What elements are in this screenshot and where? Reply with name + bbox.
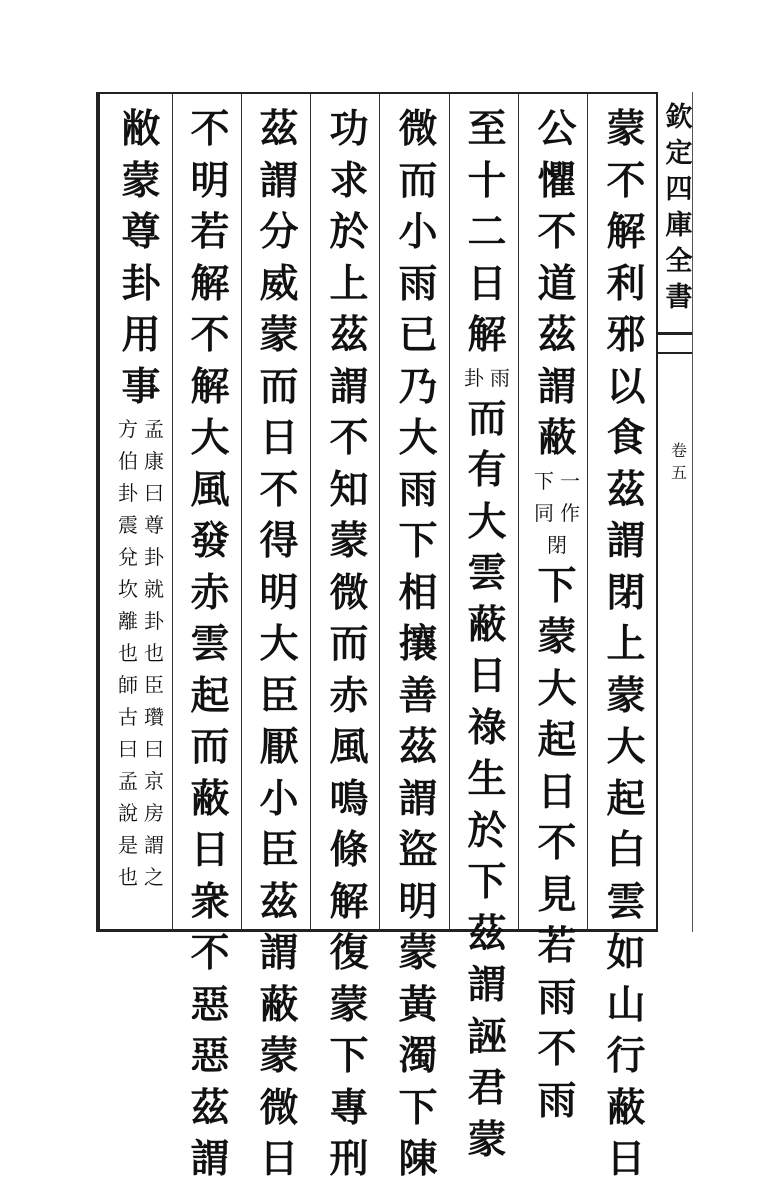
character: 下	[329, 1033, 369, 1079]
character: 道	[537, 260, 577, 307]
character: 雲	[190, 621, 230, 667]
character: 不	[606, 157, 646, 204]
note-character: 之	[144, 865, 164, 889]
character: 雲	[606, 878, 646, 925]
character: 鳴	[329, 775, 369, 822]
character: 敝	[121, 106, 161, 152]
character: 謂	[329, 363, 369, 410]
character: 謂	[398, 775, 438, 822]
character: 不	[537, 1026, 577, 1072]
character: 日	[259, 415, 299, 461]
character: 茲	[537, 312, 577, 358]
volume-number: 卷五	[670, 441, 687, 482]
character: 若	[537, 923, 577, 969]
character: 大	[537, 665, 577, 712]
character: 復	[329, 930, 369, 976]
annotation-note	[531, 465, 583, 529]
character: 利	[606, 260, 646, 307]
character: 日	[259, 1136, 299, 1182]
character: 大	[190, 415, 230, 461]
character: 有	[467, 447, 507, 493]
character: 黃	[398, 981, 438, 1028]
column-rule	[587, 94, 588, 930]
character: 風	[329, 724, 369, 770]
character: 微	[398, 106, 438, 152]
character: 上	[329, 260, 369, 307]
character: 明	[259, 569, 299, 616]
character: 茲	[467, 910, 507, 957]
character: 臣	[259, 827, 299, 873]
character: 而	[329, 621, 369, 667]
character: 雨	[398, 466, 438, 513]
character: 茲	[259, 106, 299, 152]
character: 不	[190, 930, 230, 976]
character: 茲	[259, 878, 299, 925]
note-character: 孟	[118, 769, 138, 793]
character: 惡	[190, 1033, 230, 1079]
character: 蒙	[329, 981, 369, 1028]
character: 威	[259, 260, 299, 307]
character: 用	[121, 312, 161, 358]
note-character: 一	[560, 468, 580, 493]
character: 茲	[190, 1084, 230, 1131]
character: 濁	[398, 1033, 438, 1079]
character: 不	[190, 312, 230, 358]
note-column	[115, 413, 141, 893]
note-character: 臣	[144, 673, 164, 697]
character: 公	[537, 106, 577, 152]
character: 日	[190, 827, 230, 873]
character: 懼	[537, 157, 577, 204]
column-rule	[379, 94, 380, 930]
character: 蒙	[259, 1033, 299, 1079]
note-character: 說	[118, 801, 138, 825]
column-rule	[172, 94, 173, 930]
character: 惡	[190, 981, 230, 1028]
character: 不	[537, 209, 577, 255]
column-rule	[241, 94, 242, 930]
character: 日	[467, 260, 507, 307]
character: 雨	[398, 260, 438, 307]
character: 陳	[398, 1136, 438, 1182]
character: 日	[606, 1136, 646, 1182]
character: 起	[190, 672, 230, 719]
character: 已	[398, 312, 438, 358]
character: 如	[606, 930, 646, 976]
note-character: 謂	[144, 833, 164, 857]
character: 解	[190, 363, 230, 410]
annotation-note	[531, 529, 583, 561]
character: 蒙	[121, 157, 161, 204]
character: 功	[329, 106, 369, 152]
note-character: 曰	[118, 737, 138, 761]
character: 邪	[606, 312, 646, 358]
note-character: 古	[118, 705, 138, 729]
character: 上	[606, 621, 646, 667]
character: 食	[606, 415, 646, 461]
column-rule	[518, 94, 519, 930]
note-character: 雨	[490, 365, 510, 390]
character: 以	[606, 363, 646, 410]
character: 下	[398, 1084, 438, 1131]
character: 謂	[190, 1136, 230, 1182]
character: 山	[606, 981, 646, 1028]
character: 大	[606, 724, 646, 770]
character: 蒙	[537, 614, 577, 660]
text-column	[184, 104, 236, 1186]
character: 而	[467, 395, 507, 442]
character: 蒙	[606, 672, 646, 719]
character: 蔽	[259, 981, 299, 1028]
character: 若	[190, 209, 230, 255]
text-column	[392, 104, 444, 1186]
character: 閉	[606, 569, 646, 616]
character: 不	[259, 466, 299, 513]
character: 於	[329, 209, 369, 255]
character: 而	[190, 724, 230, 770]
character: 誣	[467, 1013, 507, 1060]
annotation-note	[461, 362, 513, 394]
character: 下	[537, 562, 577, 609]
character: 大	[467, 498, 507, 545]
note-character: 兌	[118, 545, 138, 569]
character: 明	[398, 878, 438, 925]
character: 解	[467, 312, 507, 358]
character: 條	[329, 827, 369, 873]
character: 微	[329, 569, 369, 616]
character: 分	[259, 209, 299, 255]
character: 知	[329, 466, 369, 513]
character: 蒙	[398, 930, 438, 976]
character: 解	[606, 209, 646, 255]
column-rule	[449, 94, 450, 930]
character: 相	[398, 569, 438, 616]
character: 茲	[606, 466, 646, 513]
text-column	[115, 104, 167, 893]
text-column	[600, 104, 652, 1186]
note-character: 下	[534, 468, 554, 493]
character: 大	[398, 415, 438, 461]
note-character: 方	[118, 417, 138, 441]
character: 不	[537, 820, 577, 866]
character: 專	[329, 1084, 369, 1131]
note-character: 孟	[144, 417, 164, 441]
character: 起	[537, 717, 577, 763]
character: 謂	[606, 518, 646, 564]
character: 雲	[467, 550, 507, 596]
character: 發	[190, 518, 230, 564]
character: 蔽	[190, 775, 230, 822]
character: 臣	[259, 672, 299, 719]
note-character: 卦	[118, 481, 138, 505]
character: 蒙	[467, 1116, 507, 1163]
note-character: 也	[118, 865, 138, 889]
note-character: 閉	[547, 532, 567, 557]
character: 而	[259, 363, 299, 410]
character: 明	[190, 157, 230, 204]
note-character: 作	[560, 500, 580, 525]
text-column	[461, 104, 513, 1166]
character: 謂	[259, 930, 299, 976]
character: 尊	[121, 209, 161, 255]
character: 攘	[398, 621, 438, 667]
character: 解	[190, 260, 230, 307]
note-column	[487, 362, 513, 394]
note-character: 瓚	[144, 705, 164, 729]
text-column	[253, 104, 305, 1186]
note-character: 就	[144, 577, 164, 601]
note-column	[141, 413, 167, 893]
note-character: 坎	[118, 577, 138, 601]
character: 起	[606, 775, 646, 822]
note-character: 康	[144, 449, 164, 473]
character: 盜	[398, 827, 438, 873]
note-column	[461, 362, 487, 394]
character: 衆	[190, 878, 230, 925]
character: 蒙	[606, 106, 646, 152]
note-character: 也	[144, 641, 164, 665]
character: 見	[537, 871, 577, 918]
column-rule	[310, 94, 311, 930]
character: 求	[329, 157, 369, 204]
note-character: 震	[118, 513, 138, 537]
note-character: 尊	[144, 513, 164, 537]
character: 蒙	[259, 312, 299, 358]
character: 下	[398, 518, 438, 564]
character: 至	[467, 106, 507, 152]
character: 十	[467, 157, 507, 204]
note-character: 卦	[144, 609, 164, 633]
note-column	[531, 465, 557, 529]
character: 蔽	[467, 601, 507, 648]
character: 不	[329, 415, 369, 461]
character: 解	[329, 878, 369, 925]
note-column	[544, 529, 570, 561]
character: 蒙	[329, 518, 369, 564]
note-character: 也	[118, 641, 138, 665]
character: 謂	[259, 157, 299, 204]
character: 厭	[259, 724, 299, 770]
character: 於	[467, 807, 507, 854]
book-title: 欽定四庫全書	[665, 102, 693, 313]
note-character: 伯	[118, 449, 138, 473]
character: 二	[467, 209, 507, 255]
text-column	[531, 104, 583, 1127]
character: 事	[121, 363, 161, 410]
character: 不	[190, 106, 230, 152]
annotation-note	[115, 413, 167, 893]
character: 善	[398, 672, 438, 719]
note-character: 離	[118, 609, 138, 633]
character: 大	[259, 621, 299, 667]
character: 刑	[329, 1136, 369, 1182]
note-character: 師	[118, 673, 138, 697]
character: 謂	[467, 962, 507, 1008]
character: 卦	[121, 260, 161, 307]
character: 生	[467, 756, 507, 802]
note-character: 卦	[144, 545, 164, 569]
character: 風	[190, 466, 230, 513]
character: 得	[259, 518, 299, 564]
character: 雨	[537, 974, 577, 1021]
character: 行	[606, 1033, 646, 1079]
note-character: 曰	[144, 737, 164, 761]
character: 乃	[398, 363, 438, 410]
fishtail-ornament	[658, 332, 692, 354]
note-character: 卦	[464, 365, 484, 390]
character: 祿	[467, 704, 507, 751]
character: 而	[398, 157, 438, 204]
note-character: 房	[144, 801, 164, 825]
note-character: 是	[118, 833, 138, 857]
character: 雨	[537, 1077, 577, 1124]
character: 微	[259, 1084, 299, 1131]
character: 蔽	[606, 1084, 646, 1131]
note-character: 曰	[144, 481, 164, 505]
character: 赤	[329, 672, 369, 719]
character: 蔽	[537, 415, 577, 461]
note-character: 京	[144, 769, 164, 793]
character: 茲	[329, 312, 369, 358]
character: 茲	[398, 724, 438, 770]
note-character: 同	[534, 500, 554, 525]
character: 日	[537, 768, 577, 815]
note-column	[557, 465, 583, 529]
character: 下	[467, 859, 507, 905]
character: 小	[259, 775, 299, 822]
character: 君	[467, 1065, 507, 1111]
character: 日	[467, 653, 507, 699]
character: 謂	[537, 363, 577, 410]
text-column	[323, 104, 375, 1186]
character: 白	[606, 827, 646, 873]
character: 赤	[190, 569, 230, 616]
character: 小	[398, 209, 438, 255]
